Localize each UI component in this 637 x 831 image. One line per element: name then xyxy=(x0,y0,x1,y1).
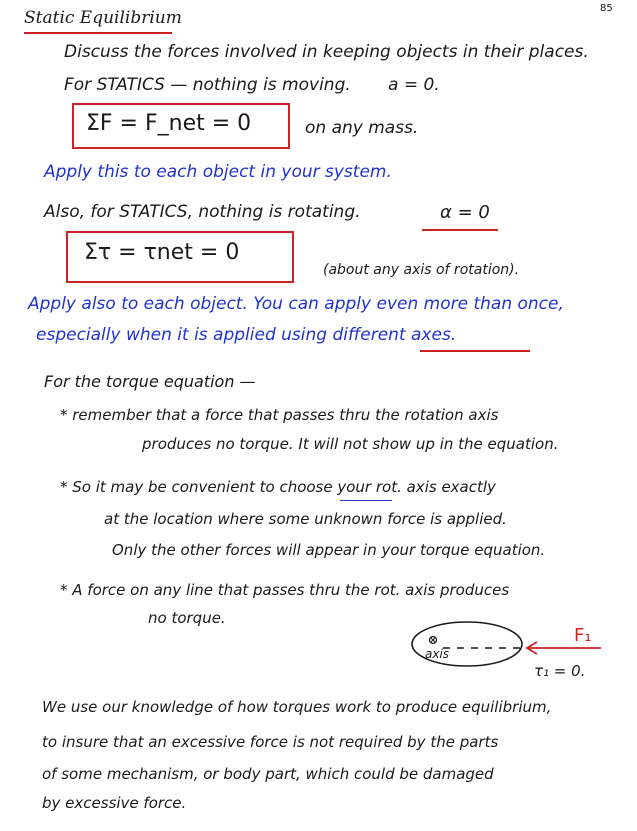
also-statics-line: Also, for STATICS, nothing is rotating. xyxy=(44,202,361,222)
for-statics-line: For STATICS — nothing is moving. xyxy=(64,75,351,95)
bullet3-line-a: * A force on any line that passes thru the rot. axis produces xyxy=(60,581,510,599)
apply-also-line-1: Apply also to each object. You can apply even more than once, xyxy=(28,294,564,314)
apply-each-line: Apply this to each object in your system. xyxy=(44,162,392,182)
bullet1-line-b: produces no torque. It will not show up in the equation. xyxy=(142,435,559,453)
closing-line-3: of some mechanism, or body part, which could be damaged xyxy=(42,765,494,783)
alpha-underline xyxy=(422,229,498,231)
axis-label: axis xyxy=(425,647,450,661)
bullet3-line-b: no torque. xyxy=(148,609,226,627)
bullet2-line-b: at the location where some unknown force is applied. xyxy=(104,510,507,528)
bullet2-line-c: Only the other forces will appear in your torque equation. xyxy=(112,541,546,559)
bullet2-line-a: * So it may be convenient to choose your rot. axis exactly xyxy=(60,478,496,496)
force-label: F₁ xyxy=(574,625,592,646)
page-number: 85 xyxy=(600,3,613,14)
different-axes-underline xyxy=(420,350,530,352)
apply-also-line-2: especially when it is applied using different axes. xyxy=(36,325,457,345)
bullet1-line-a: * remember that a force that passes thru the rotation axis xyxy=(60,406,499,424)
torque-equation: Στ = τnet = 0 xyxy=(84,240,240,265)
closing-line-2: to insure that an excessive force is not required by the parts xyxy=(42,733,499,751)
on-any-mass: on any mass. xyxy=(305,118,419,138)
tau-zero-label: τ₁ = 0. xyxy=(534,662,586,680)
discuss-line: Discuss the forces involved in keeping objects in their places. xyxy=(64,42,589,62)
for-torque-line: For the torque equation — xyxy=(44,372,256,391)
title-underline xyxy=(24,32,172,34)
alpha-equation: α = 0 xyxy=(440,202,490,223)
axis-marker-icon xyxy=(430,637,437,644)
choose-underline xyxy=(340,500,392,501)
closing-line-4: by excessive force. xyxy=(42,794,187,812)
about-axis: (about any axis of rotation). xyxy=(323,262,520,278)
closing-line-1: We use our knowledge of how torques work to produce equilibrium, xyxy=(42,698,552,716)
force-equation: ΣF = F_net = 0 xyxy=(86,111,252,136)
page-title: Static Equilibrium xyxy=(24,8,182,28)
accel-equation: a = 0. xyxy=(388,75,440,95)
